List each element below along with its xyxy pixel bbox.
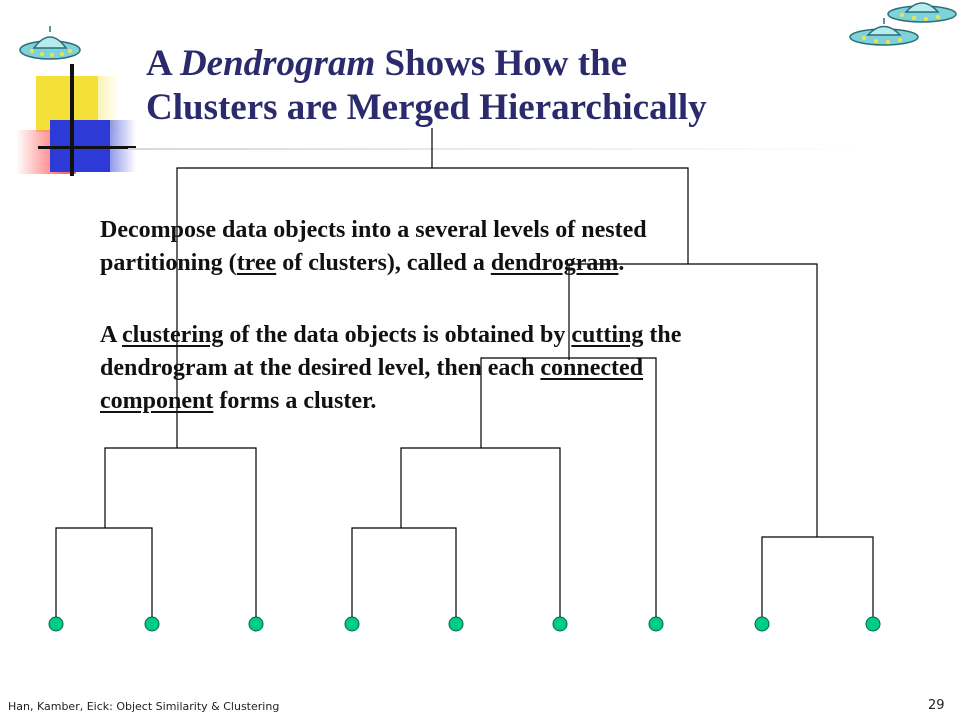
term-dendrogram: dendrogram <box>490 250 619 276</box>
footer-credit: Han, Kamber, Eick: Object Similarity & Clustering <box>8 700 280 713</box>
text: of the data objects is obtained by <box>223 322 572 348</box>
title-text-part2: Shows How the <box>375 43 628 84</box>
paragraph-dendrogram-definition <box>100 214 647 280</box>
text: A <box>100 322 123 348</box>
dendrogram-branch <box>762 537 873 622</box>
dendrogram-leaf <box>755 617 769 631</box>
title-emphasis: Dendrogram <box>179 43 376 84</box>
dendrogram-leaf <box>649 617 663 631</box>
dendrogram-branch <box>105 448 256 622</box>
term-tree: tree <box>236 250 277 276</box>
dendrogram-leaf <box>249 617 263 631</box>
paragraph-clustering-cut <box>100 319 681 418</box>
dendrogram-branch <box>56 528 152 622</box>
term-cutting: cutting <box>571 322 644 348</box>
dendrogram-leaf <box>553 617 567 631</box>
page-number: 29 <box>928 698 945 713</box>
text: dendrogram at the desired level, then each <box>100 355 541 381</box>
dendrogram-branch <box>352 528 456 622</box>
text: the <box>643 322 682 348</box>
text: forms a cluster. <box>213 388 377 414</box>
dendrogram-branch <box>401 448 560 622</box>
text: partitioning ( <box>100 250 237 276</box>
dendrogram-leaf <box>49 617 63 631</box>
title-text-part1: A <box>146 43 180 84</box>
dendrogram-leaf <box>145 617 159 631</box>
term-clustering: clustering <box>122 322 224 348</box>
dendrogram-leaf <box>345 617 359 631</box>
text: of clusters), called a <box>276 250 491 276</box>
term-connected: connected <box>540 355 644 381</box>
term-component: component <box>100 388 214 414</box>
text: . <box>618 250 625 276</box>
text: Decompose data objects into a several levels of nested <box>100 217 647 243</box>
dendrogram-leaf <box>866 617 880 631</box>
title-text-line2: Clusters are Merged Hierarchically <box>146 87 707 128</box>
dendrogram-leaf <box>449 617 463 631</box>
